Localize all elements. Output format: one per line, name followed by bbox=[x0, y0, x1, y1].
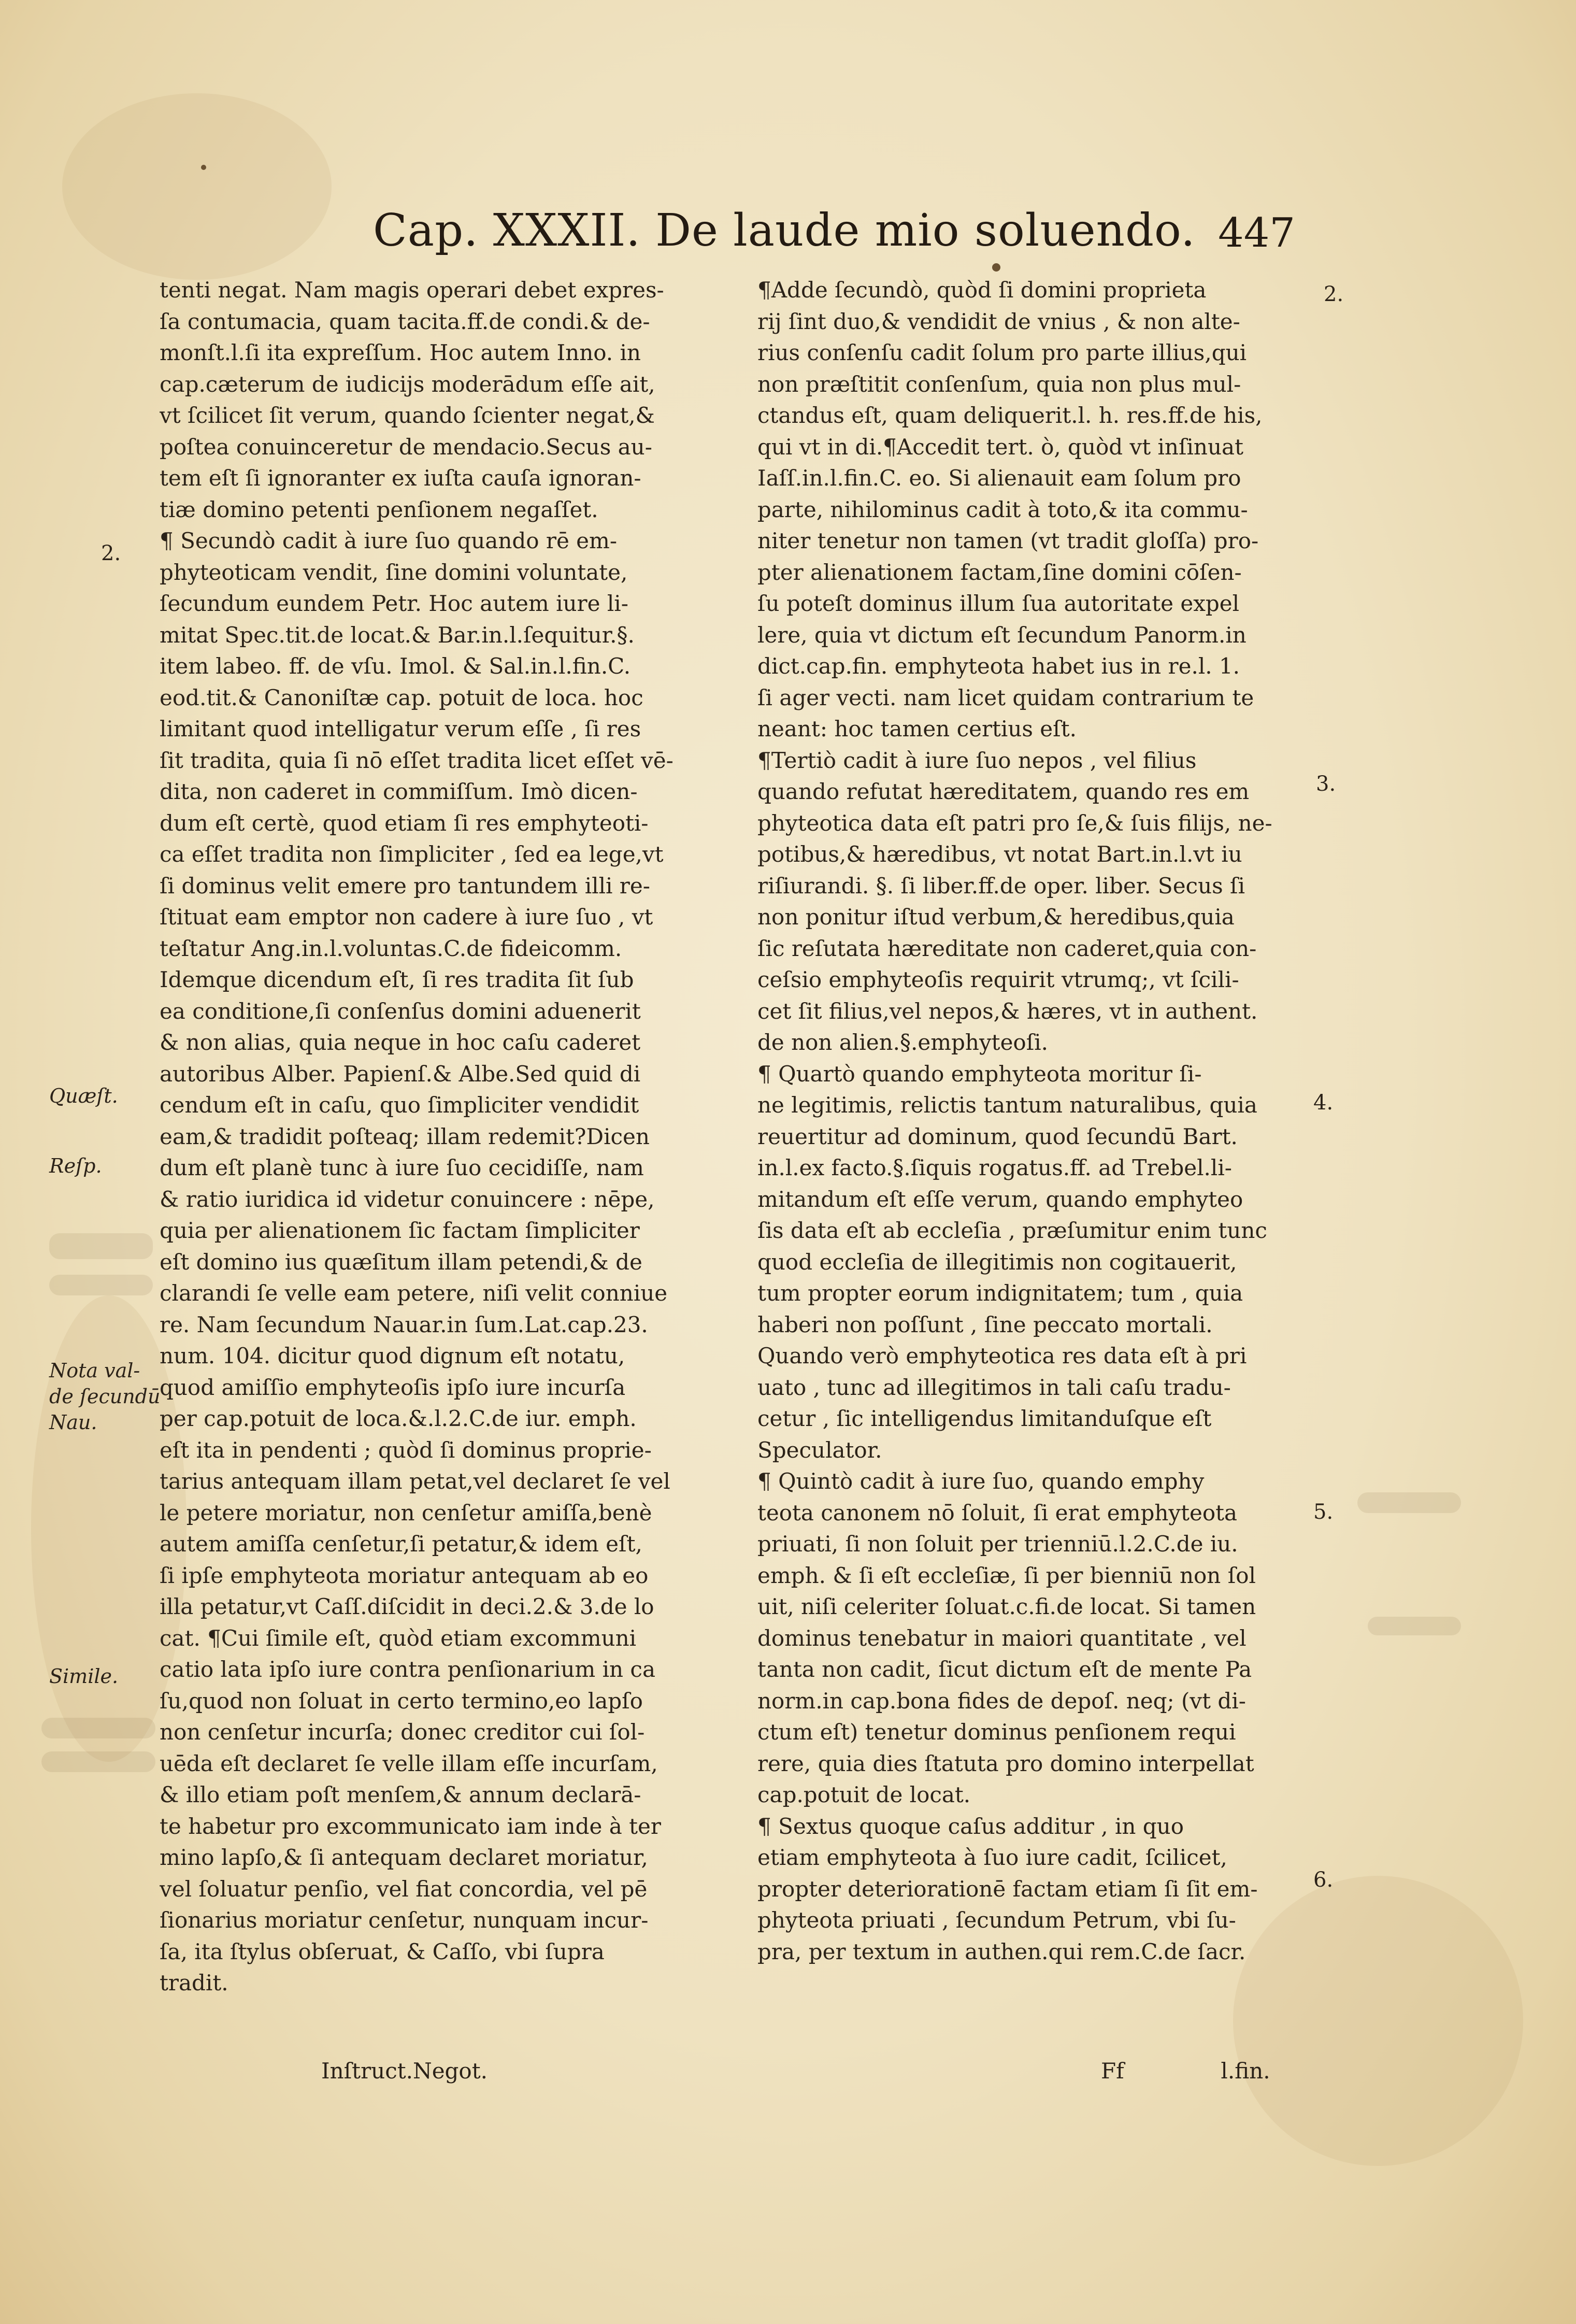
margin-note-nota: Nota val- bbox=[49, 1359, 140, 1382]
text-line: ſu poteſt dominus illum ſua autoritate expel bbox=[757, 591, 1240, 616]
signature-mark bbox=[1101, 2058, 1270, 2084]
text-line: rij ſint duo,& vendidit de vnius , & non alte- bbox=[757, 308, 1240, 334]
text-line: tanta non cadit, ſicut dictum eſt de mente Pa bbox=[757, 1657, 1252, 1682]
catchword-left: Inſtruct.Negot. bbox=[321, 2058, 488, 2084]
text-line: ctum eſt) tenetur dominus penſionem requi bbox=[757, 1719, 1236, 1745]
text-line: quod eccleſia de illegitimis non cogitauerit, bbox=[757, 1249, 1237, 1275]
text-line: uato , tunc ad illegitimos in tali caſu tradu- bbox=[757, 1374, 1231, 1400]
text-line: Speculator. bbox=[757, 1437, 882, 1463]
text-line: phyteotica data eſt patri pro ſe,& ſuis filijs, ne- bbox=[757, 810, 1272, 836]
text-line: mino lapſo,& ſi antequam declaret moriatur, bbox=[160, 1845, 648, 1870]
text-line: etiam emphyteota à ſuo iure cadit, ſcilicet, bbox=[757, 1845, 1227, 1870]
text-line: ¶Tertiò cadit à iure ſuo nepos , vel filius bbox=[757, 747, 1197, 773]
text-line: per cap.potuit de loca.&.l.2.C.de iur. emph. bbox=[160, 1406, 637, 1431]
text-line: non præſtitit conſenſum, quia non plus mul- bbox=[757, 371, 1241, 397]
text-line: rius conſenſu cadit ſolum pro parte illius,qui bbox=[757, 340, 1247, 365]
text-line: ſa, ita ſtylus obſeruat, & Caſſo, vbi ſupra bbox=[160, 1938, 605, 1964]
text-line: teota canonem nō ſoluit, ſi erat emphyteota bbox=[757, 1500, 1238, 1525]
text-line: autoribus Alber. Papienſ.& Albe.Sed quid di bbox=[160, 1061, 641, 1087]
text-line: mitat Spec.tit.de locat.& Bar.in.l.ſequitur.§. bbox=[160, 622, 635, 648]
page-number: 447 bbox=[1218, 210, 1295, 256]
margin-note-responsio: Reſp. bbox=[49, 1154, 102, 1177]
bleed-through-mark bbox=[1368, 1617, 1461, 1635]
text-line: mitandum eſt eſſe verum, quando emphyteo bbox=[757, 1186, 1243, 1212]
text-line: pra, per textum in authen.qui rem.C.de ſacr. bbox=[757, 1938, 1246, 1964]
text-line: dita, non caderet in commiſſum. Imò dicen- bbox=[160, 779, 638, 804]
text-line: illa petatur,vt Caſſ.diſcidit in deci.2.& 3.de lo bbox=[160, 1594, 654, 1619]
text-line: Quando verò emphyteotica res data eſt à pri bbox=[757, 1343, 1247, 1368]
text-line: uit, niſi celeriter ſoluat.c.fi.de locat. Si tamen bbox=[757, 1594, 1256, 1619]
bleed-through-mark bbox=[41, 1718, 155, 1738]
text-line: cap.cæterum de iudicijs moderādum eſſe ait, bbox=[160, 371, 655, 397]
text-line: monſt.l.ſi ita expreſſum. Hoc autem Inno. in bbox=[160, 340, 641, 365]
text-line: tiæ domino petenti penſionem negaſſet. bbox=[160, 496, 598, 522]
text-line: ¶Adde ſecundò, quòd ſi domini proprieta bbox=[757, 277, 1207, 303]
text-line: ſecundum eundem Petr. Hoc autem iure li- bbox=[160, 591, 628, 616]
text-line: ſi ipſe emphyteota moriatur antequam ab eo bbox=[160, 1562, 649, 1588]
text-line: te habetur pro excommunicato iam inde à ter bbox=[160, 1813, 661, 1839]
text-line: ſi dominus velit emere pro tantundem illi re- bbox=[160, 873, 650, 899]
bleed-through-mark bbox=[41, 1751, 155, 1772]
text-line: tum propter eorum indignitatem; tum , quia bbox=[757, 1280, 1243, 1306]
text-line: Idemque dicendum eſt, ſi res tradita ſit ſub bbox=[160, 967, 634, 992]
text-line: cendum eſt in caſu, quo ſimpliciter vendidit bbox=[160, 1092, 639, 1118]
text-line: haberi non poſſunt , ſine peccato mortali. bbox=[757, 1311, 1213, 1337]
text-line: dominus tenebatur in maiori quantitate , vel bbox=[757, 1625, 1247, 1651]
text-line: ¶ Sextus quoque caſus additur , in quo bbox=[757, 1813, 1184, 1839]
text-line: teſtatur Ang.in.l.voluntas.C.de fideicomm. bbox=[160, 935, 622, 961]
text-line: pter alienationem factam,ſine domini cōſen- bbox=[757, 559, 1242, 585]
text-line: tradit. bbox=[160, 1970, 228, 1995]
text-line: dum eſt certè, quod etiam ſi res emphyteoti- bbox=[160, 810, 649, 836]
margin-number: 3. bbox=[1316, 772, 1336, 796]
text-line: eam,& tradidit poſteaq; illam redemit?Dicen bbox=[160, 1123, 650, 1149]
text-line: item labeo. ff. de vſu. Imol. & Sal.in.l.fin.C. bbox=[160, 653, 631, 679]
text-line: non cenſetur incurſa; donec creditor cui ſol- bbox=[160, 1719, 645, 1745]
text-line: neant: hoc tamen certius eſt. bbox=[757, 716, 1077, 742]
text-line: ctandus eſt, quam deliquerit.l. h. res.ff.de his, bbox=[757, 403, 1263, 428]
text-line: propter deteriorationē factam etiam ſi ſit em- bbox=[757, 1876, 1258, 1902]
text-line: priuati, ſi non ſoluit per trienniū.l.2.C.de iu. bbox=[757, 1531, 1238, 1557]
text-line: autem amiſſa cenſetur,ſi petatur,& idem eſt, bbox=[160, 1531, 642, 1557]
text-line: re. Nam ſecundum Nauar.in ſum.Lat.cap.23. bbox=[160, 1311, 648, 1337]
margin-number: 5. bbox=[1313, 1500, 1334, 1524]
margin-number: 6. bbox=[1313, 1868, 1334, 1892]
text-line: ſu,quod non ſoluat in certo termino,eo lapſo bbox=[160, 1688, 643, 1714]
text-line: reuertitur ad dominum, quod ſecundū Bart. bbox=[757, 1123, 1238, 1149]
text-line: qui vt in di.¶Accedit tert. ò, quòd vt inſinuat bbox=[757, 434, 1243, 460]
margin-number: 2. bbox=[101, 541, 121, 565]
text-line: ca eſſet tradita non ſimpliciter , ſed ea lege,vt bbox=[160, 842, 664, 867]
text-line: norm.in cap.bona fides de depoſ. neq; (vt di- bbox=[757, 1688, 1246, 1714]
text-line: & non alias, quia neque in hoc caſu caderet bbox=[160, 1030, 641, 1055]
text-line: ceſsio emphyteoſis requirit vtrumq;, vt ſcili- bbox=[757, 967, 1239, 992]
text-line: poſtea conuinceretur de mendacio.Secus au- bbox=[160, 434, 652, 460]
text-line: riſiurandi. §. ſi liber.ff.de oper. liber. Secus ſi bbox=[757, 873, 1245, 899]
text-line: emph. & ſi eſt eccleſiæ, ſi per bienniū non ſol bbox=[757, 1562, 1256, 1588]
signature: Ff bbox=[1101, 2058, 1124, 2084]
text-line: phyteota priuati , ſecundum Petrum, vbi ſu- bbox=[757, 1907, 1236, 1933]
text-line: potibus,& hæredibus, vt notat Bart.in.l.vt iu bbox=[757, 842, 1242, 867]
text-line: ſtituat eam emptor non cadere à iure ſuo , vt bbox=[160, 904, 653, 930]
text-line: rere, quia dies ſtatuta pro domino interpellat bbox=[757, 1750, 1254, 1776]
text-line: quod amiſſio emphyteoſis ipſo iure incurſa bbox=[160, 1374, 626, 1400]
text-line: limitant quod intelligatur verum eſſe , ſi res bbox=[160, 716, 641, 742]
text-line: lere, quia vt dictum eſt ſecundum Panorm.in bbox=[757, 622, 1247, 648]
text-column-left bbox=[160, 275, 709, 2030]
text-column-right bbox=[757, 275, 1281, 1967]
text-line: eod.tit.& Canoniſtæ cap. potuit de loca. hoc bbox=[160, 685, 643, 710]
text-line: cetur , ſic intelligendus limitanduſque eſt bbox=[757, 1406, 1212, 1431]
text-line: phyteoticam vendit, ſine domini voluntate, bbox=[160, 559, 628, 585]
text-line: ſionarius moriatur cenſetur, nunquam incur- bbox=[160, 1907, 649, 1933]
text-line: ſa contumacia, quam tacita.ff.de condi.& de- bbox=[160, 308, 650, 334]
text-line: tem eſt ſi ignoranter ex iuſta cauſa ignoran- bbox=[160, 465, 641, 491]
text-line: cap.potuit de locat. bbox=[757, 1782, 971, 1807]
text-line: ſit tradita, quia ſi nō eſſet tradita licet eſſet vē- bbox=[160, 747, 674, 773]
margin-note-nota: Nau. bbox=[49, 1411, 97, 1434]
catchword-right: l.fin. bbox=[1221, 2058, 1270, 2084]
header-title: Cap. XXXII. De laude mio soluendo. bbox=[373, 205, 1196, 256]
running-header bbox=[373, 205, 1295, 277]
text-line: ſi ager vecti. nam licet quidam contrarium te bbox=[757, 685, 1254, 710]
text-line: dum eſt planè tunc à iure ſuo cecidiſſe, nam bbox=[160, 1155, 644, 1180]
text-line: ¶ Quintò cadit à iure ſuo, quando emphy bbox=[757, 1468, 1205, 1494]
bleed-through-mark bbox=[49, 1233, 153, 1259]
text-line: tarius antequam illam petat,vel declaret ſe vel bbox=[160, 1468, 670, 1494]
text-line: de non alien.§.emphyteoſi. bbox=[757, 1030, 1049, 1055]
text-line: uēda eſt declaret ſe velle illam eſſe incurſam, bbox=[160, 1750, 658, 1776]
text-line: ¶ Secundò cadit à iure ſuo quando rē em- bbox=[160, 528, 618, 553]
text-line: non ponitur iſtud verbum,& heredibus,quia bbox=[757, 904, 1235, 930]
text-line: & ratio iuridica id videtur conuincere : nēpe, bbox=[160, 1186, 655, 1212]
text-line: parte, nihilominus cadit à toto,& ita commu- bbox=[757, 496, 1248, 522]
margin-number: 2. bbox=[1324, 282, 1344, 306]
text-line: catio lata ipſo iure contra penſionarium in ca bbox=[160, 1657, 655, 1682]
ink-speck bbox=[201, 165, 206, 170]
text-line: le petere moriatur, non cenſetur amiſſa,benè bbox=[160, 1500, 652, 1525]
text-line: quia per alienationem ſic factam ſimpliciter bbox=[160, 1218, 640, 1243]
text-line: cat. ¶Cui ſimile eſt, quòd etiam excommuni bbox=[160, 1625, 637, 1651]
text-line: ſic reſutata hæreditate non caderet,quia con- bbox=[757, 935, 1257, 961]
text-line: quando refutat hæreditatem, quando res em bbox=[757, 779, 1250, 804]
margin-note-simile: Simile. bbox=[49, 1665, 119, 1688]
text-line: cet ſit filius,vel nepos,& hæres, vt in authent. bbox=[757, 998, 1258, 1024]
text-line: vel ſoluatur penſio, vel fiat concordia, vel pē bbox=[160, 1876, 648, 1902]
text-line: ſis data eſt ab eccleſia , præſumitur enim tunc bbox=[757, 1218, 1267, 1243]
text-line: num. 104. dicitur quod dignum eſt notatu, bbox=[160, 1343, 625, 1368]
text-line: in.l.ex facto.§.ſiquis rogatus.ff. ad Trebel.li- bbox=[757, 1155, 1232, 1180]
paper-stain bbox=[62, 93, 332, 280]
bleed-through-mark bbox=[1357, 1492, 1461, 1513]
text-line: ¶ Quartò quando emphyteota moritur ſi- bbox=[757, 1061, 1202, 1087]
text-line bbox=[160, 1999, 709, 2031]
text-line: eſt ita in pendenti ; quòd ſi dominus proprie- bbox=[160, 1437, 652, 1463]
text-line: ea conditione,ſi conſenſus domini aduenerit bbox=[160, 998, 641, 1024]
text-line: Iaſſ.in.l.fin.C. eo. Si alienauit eam ſolum pro bbox=[757, 465, 1241, 491]
bleed-through-mark bbox=[49, 1275, 153, 1295]
margin-note-nota: de ſecundū bbox=[49, 1385, 161, 1408]
text-line: & illo etiam poſt menſem,& annum declarā- bbox=[160, 1782, 641, 1807]
margin-number: 4. bbox=[1313, 1091, 1334, 1115]
text-line: ne legitimis, relictis tantum naturalibus, quia bbox=[757, 1092, 1257, 1118]
text-line: vt ſcilicet ſit verum, quando ſcienter negat,& bbox=[160, 403, 655, 428]
text-line: niter tenetur non tamen (vt tradit gloſſa) pro- bbox=[757, 528, 1259, 553]
text-line: tenti negat. Nam magis operari debet expres- bbox=[160, 277, 664, 303]
text-line: eſt domino ius quæſitum illam petendi,& de bbox=[160, 1249, 642, 1275]
text-line: clarandi ſe velle eam petere, niſi velit conniue bbox=[160, 1280, 668, 1306]
margin-note-quaestio: Quæſt. bbox=[49, 1085, 118, 1107]
text-line: dict.cap.fin. emphyteota habet ius in re.l. 1. bbox=[757, 653, 1240, 679]
